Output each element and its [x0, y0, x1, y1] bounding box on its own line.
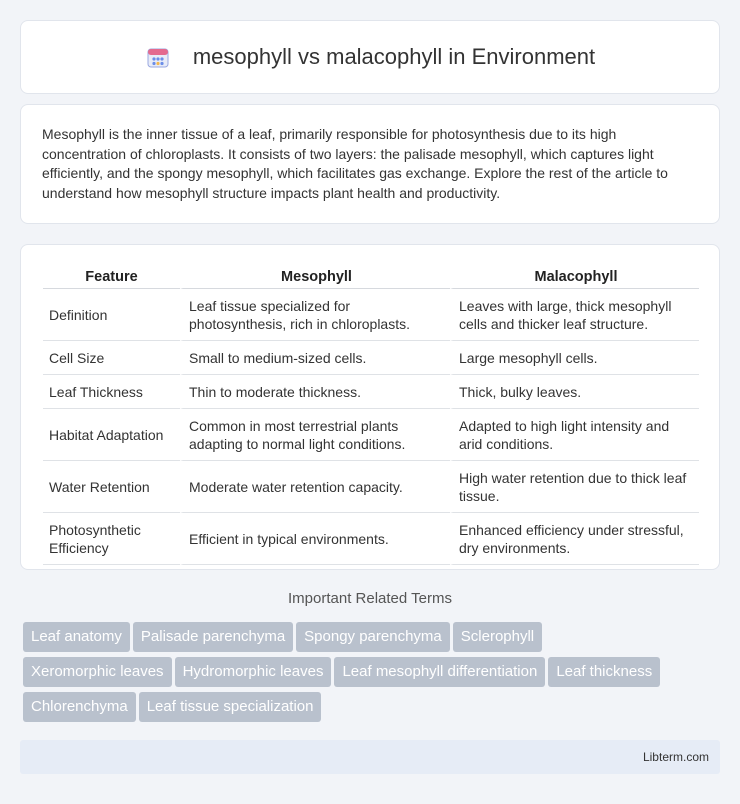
tag-spongy-parenchyma[interactable]: Spongy parenchyma — [296, 622, 450, 652]
page-title — [145, 44, 595, 70]
row-feature: Water Retention — [43, 461, 180, 513]
row-malacophyll: Large mesophyll cells. — [450, 341, 699, 375]
header-feature: Feature — [43, 267, 180, 289]
related-terms-title: Important Related Terms — [288, 590, 452, 607]
row-mesophyll: Thin to moderate thickness. — [180, 375, 450, 409]
footer-site-link[interactable]: Libterm.com — [642, 750, 709, 764]
row-feature: Definition — [43, 289, 180, 341]
row-mesophyll: Leaf tissue specialized for photosynthesis, rich in chloroplasts. — [180, 289, 450, 341]
row-mesophyll: Small to medium-sized cells. — [180, 341, 450, 375]
row-feature: Cell Size — [43, 341, 180, 375]
intro-card — [20, 104, 720, 224]
footer — [20, 740, 720, 774]
tag-chlorenchyma[interactable]: Chlorenchyma — [23, 692, 136, 722]
tag-leaf-thickness[interactable]: Leaf thickness — [548, 657, 660, 687]
tag-leaf-anatomy[interactable]: Leaf anatomy — [23, 622, 130, 652]
table-header-row — [43, 267, 699, 289]
header-mesophyll: Mesophyll — [180, 267, 450, 289]
row-feature: Habitat Adaptation — [43, 409, 180, 461]
intro-text: Mesophyll is the inner tissue of a leaf, primarily responsible for photosynthesis due to its high concentration of chloroplasts. It consists of two layers: the palisade mesophyll, which captures light efficiently, and the spongy mesophyll, which facilitates gas exchange. Explore the rest of the article to understand how mesophyll structure impacts plant health and productivity. — [42, 126, 668, 201]
header-malacophyll: Malacophyll — [450, 267, 699, 289]
calendar-icon — [145, 44, 171, 70]
row-malacophyll: Enhanced efficiency under stressful, dry environments. — [450, 513, 699, 565]
related-terms-list — [23, 622, 723, 727]
row-mesophyll: Efficient in typical environments. — [180, 513, 450, 565]
row-feature: Leaf Thickness — [43, 375, 180, 409]
row-malacophyll: High water retention due to thick leaf tissue. — [450, 461, 699, 513]
row-mesophyll: Common in most terrestrial plants adapting to normal light conditions. — [180, 409, 450, 461]
tag-palisade-parenchyma[interactable]: Palisade parenchyma — [133, 622, 293, 652]
tag-leaf-mesophyll-differentiation[interactable]: Leaf mesophyll differentiation — [334, 657, 545, 687]
table-row — [43, 289, 699, 341]
row-malacophyll: Adapted to high light intensity and arid conditions. — [450, 409, 699, 461]
comparison-table — [43, 267, 699, 565]
row-mesophyll: Moderate water retention capacity. — [180, 461, 450, 513]
table-row — [43, 513, 699, 565]
tag-xeromorphic-leaves[interactable]: Xeromorphic leaves — [23, 657, 172, 687]
title-card — [20, 20, 720, 94]
comparison-table-card — [20, 244, 720, 570]
page-title-text: mesophyll vs malacophyll in Environment — [192, 44, 596, 69]
table-row — [43, 461, 699, 513]
tag-sclerophyll[interactable]: Sclerophyll — [453, 622, 542, 652]
tag-hydromorphic-leaves[interactable]: Hydromorphic leaves — [175, 657, 332, 687]
row-malacophyll: Leaves with large, thick mesophyll cells and thicker leaf structure. — [450, 289, 699, 341]
row-malacophyll: Thick, bulky leaves. — [450, 375, 699, 409]
row-feature: Photosynthetic Efficiency — [43, 513, 180, 565]
table-row — [43, 375, 699, 409]
table-row — [43, 341, 699, 375]
tag-leaf-tissue-specialization[interactable]: Leaf tissue specialization — [139, 692, 322, 722]
table-row — [43, 409, 699, 461]
